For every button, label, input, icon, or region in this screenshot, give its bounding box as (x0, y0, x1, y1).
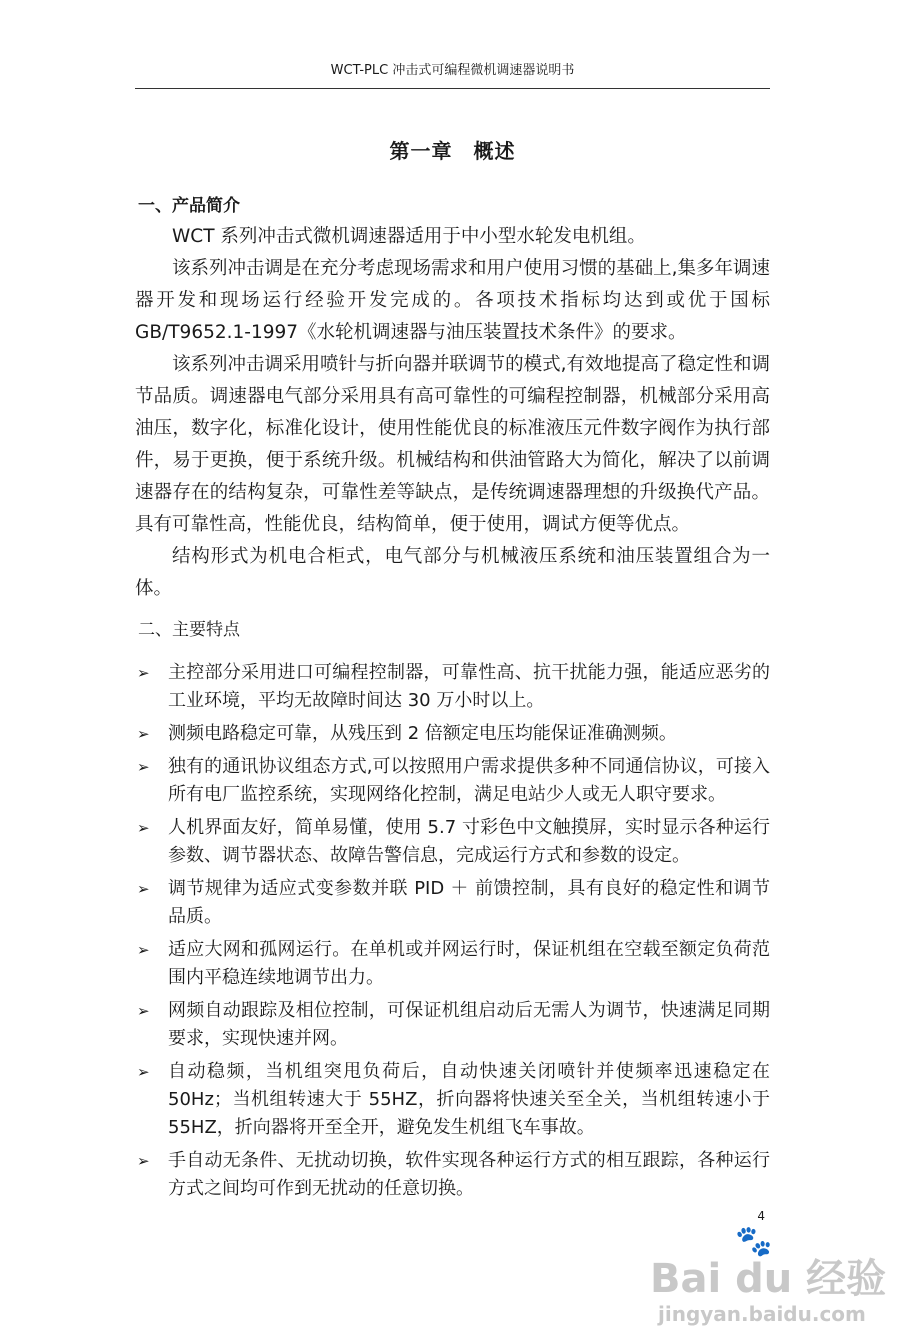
arrow-bullet-icon: ➢ (137, 1002, 150, 1020)
item-text: 主控部分采用进口可编程控制器，可靠性高、抗干扰能力强，能适应恶劣的工业环境，平均无故障时间达 30 万小时以上。 (168, 662, 770, 711)
watermark-brand: Bai du 经验 (650, 1256, 887, 1302)
item-text: 调节规律为适应式变参数并联 PID ＋ 前馈控制，具有良好的稳定性和调节品质。 (168, 878, 770, 927)
running-header: WCT-PLC 冲击式可编程微机调速器说明书 (330, 63, 575, 78)
section-heading-features: 二、主要特点 (138, 620, 240, 640)
list-item (135, 753, 770, 809)
page-footer (135, 1209, 887, 1329)
list-item (135, 814, 770, 870)
paragraph: 该系列冲击调采用喷针与折向器并联调节的模式,有效地提高了稳定性和调节品质。调速器电气部分采用具有高可靠性的可编程控制器，机械部分采用高油压，数字化，标准化设计，使用性能优良的标准液压元件数字阀作为执行部件，易于更换，便于系统升级。机械结构和供油管路大为简化，解决了以前调速器存在的结构复杂，可靠性差等缺点，是传统调速器理想的升级换代产品。具有可靠性高，性能优良，结构简单，便于使用，调试方便等优点。 (135, 354, 770, 535)
chapter-title: 第一章 概述 (389, 139, 516, 163)
header-divider (135, 88, 770, 89)
list-item (135, 1058, 770, 1142)
item-text: 网频自动跟踪及相位控制，可保证机组启动后无需人为调节，快速满足同期要求，实现快速并网。 (168, 1000, 770, 1049)
paragraph: WCT 系列冲击式微机调速器适用于中小型水轮发电机组。 (172, 226, 646, 247)
list-item (135, 936, 770, 992)
arrow-bullet-icon: ➢ (137, 880, 150, 898)
document-page (135, 0, 887, 1329)
item-text: 自动稳频，当机组突甩负荷后，自动快速关闭喷针并使频率迅速稳定在 50Hz；当机组转速大于 55HZ，折向器将快速关至全关，当机组转速小于 55HZ，折向器将开至全开，避免发生机组飞车事故。 (168, 1061, 770, 1138)
arrow-bullet-icon: ➢ (137, 941, 150, 959)
watermark-url: jingyan.baidu.com (658, 1302, 866, 1326)
arrow-bullet-icon: ➢ (137, 725, 150, 743)
baidu-watermark-logo (640, 1224, 890, 1327)
section-heading-intro: 一、产品简介 (138, 196, 240, 216)
item-text: 人机界面友好，简单易懂，使用 5.7 寸彩色中文触摸屏，实时显示各种运行参数、调节器状态、故障告警信息，完成运行方式和参数的设定。 (168, 817, 770, 866)
item-text: 适应大网和孤网运行。在单机或并网运行时，保证机组在空载至额定负荷范围内平稳连续地调节出力。 (168, 939, 770, 988)
arrow-bullet-icon: ➢ (137, 664, 150, 682)
list-item (135, 659, 770, 715)
paragraph: 结构形式为机电合柜式，电气部分与机械液压系统和油压装置组合为一体。 (135, 546, 770, 599)
arrow-bullet-icon: ➢ (137, 758, 150, 776)
arrow-bullet-icon: ➢ (137, 1063, 150, 1081)
item-text: 测频电路稳定可靠，从残压到 2 倍额定电压均能保证准确测频。 (168, 723, 677, 744)
paragraph: 该系列冲击调是在充分考虑现场需求和用户使用习惯的基础上,集多年调速器开发和现场运行经验开发完成的。各项技术指标均达到或优于国标GB/T9652.1-1997《水轮机调速器与油压装置技术条件》的要求。 (135, 258, 770, 343)
page-number: 4 (757, 1209, 765, 1223)
list-item (135, 1147, 770, 1203)
feature-list (135, 659, 770, 1203)
arrow-bullet-icon: ➢ (137, 1152, 150, 1170)
arrow-bullet-icon: ➢ (137, 819, 150, 837)
list-item (135, 875, 770, 931)
intro-body (135, 221, 770, 605)
item-text: 独有的通讯协议组态方式,可以按照用户需求提供多种不同通信协议，可接入所有电厂监控系统，实现网络化控制，满足电站少人或无人职守要求。 (168, 756, 770, 805)
list-item (135, 997, 770, 1053)
list-item (135, 720, 770, 748)
item-text: 手自动无条件、无扰动切换，软件实现各种运行方式的相互跟踪，各种运行方式之间均可作到无扰动的任意切换。 (168, 1150, 770, 1199)
paw-icon: 🐾 (735, 1224, 773, 1259)
